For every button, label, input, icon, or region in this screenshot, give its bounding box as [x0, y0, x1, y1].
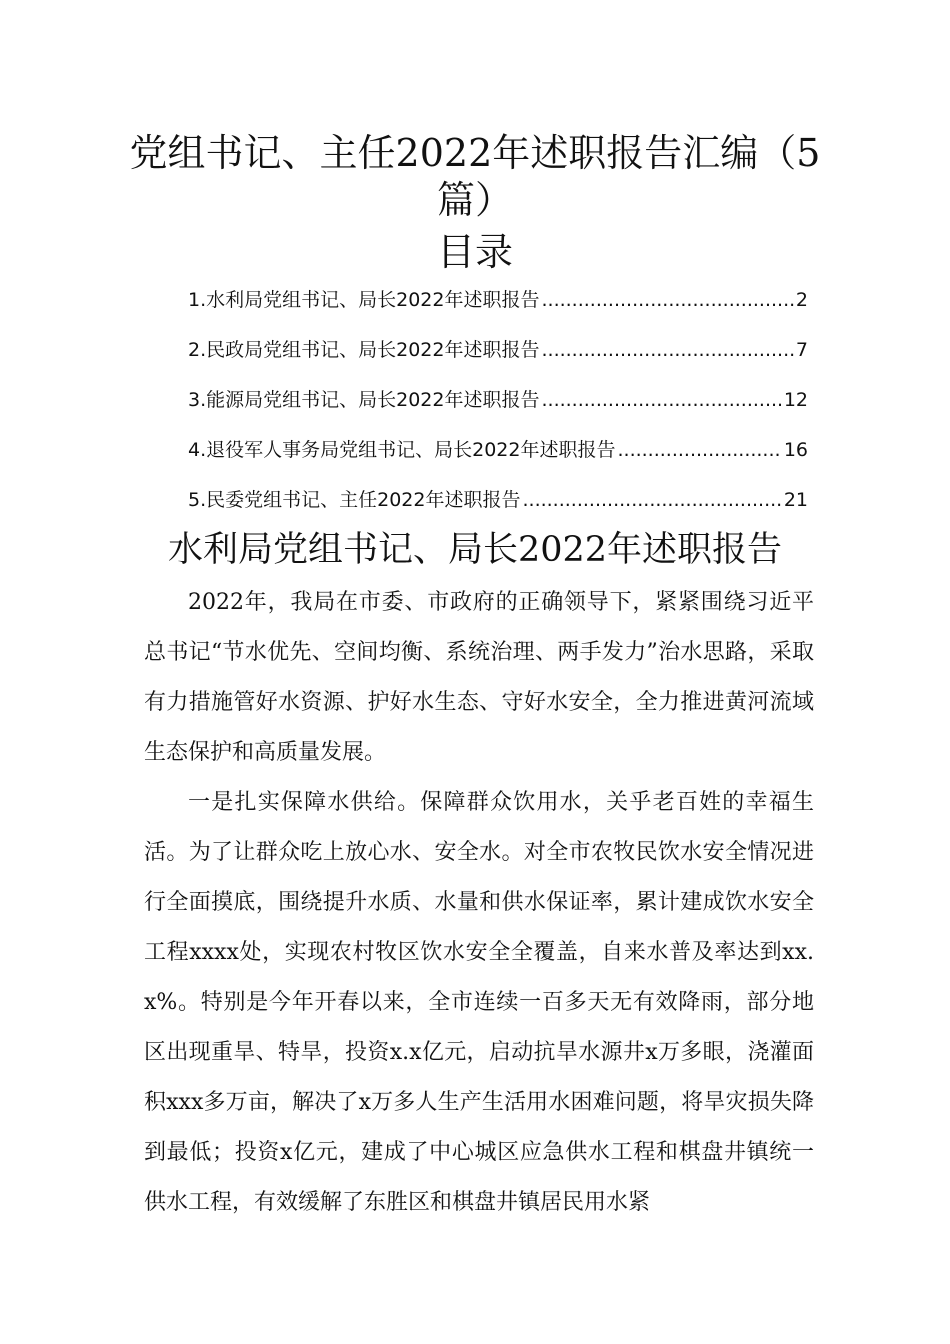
document-title-line-2: 篇） — [436, 178, 513, 222]
section-title: 水利局党组书记、局长2022年述职报告 — [167, 530, 783, 570]
toc-dot-leader — [541, 280, 793, 320]
toc-entry-page: 12 — [783, 389, 808, 411]
toc-entry-page: 21 — [783, 489, 808, 511]
toc-dot-leader — [541, 330, 793, 370]
toc-entry-5[interactable] — [188, 480, 808, 530]
toc-entry-label: 4.退役军人事务局党组书记、局长2022年述职报告 — [188, 439, 616, 461]
body-paragraph-2: 一是扎实保障水供给。保障群众饮用水，关乎老百姓的幸福生活。为了让群众吃上放心水、安全水。对全市农牧民饮水安全情况进行全面摸底，围绕提升水质、水量和供水保证率，累计建成饮水安全工程xxxx处，实现农村牧区饮水安全全覆盖，自来水普及率达到xx.x%。特别是今年开春以来，全市连续一百多天无有效降雨，部分地区出现重旱、特旱，投资x.x亿元，启动抗旱水源井x万多眼，浇灌面积xxx多万亩，解决了x万多人生产生活用水困难问题，将旱灾损失降到最低；投资x亿元，建成了中心城区应急供水工程和棋盘井镇统一供水工程，有效缓解了东胜区和棋盘井镇居民用水紧 — [144, 790, 814, 1215]
toc-entry-2[interactable] — [188, 330, 808, 380]
toc-entry-label: 2.民政局党组书记、局长2022年述职报告 — [188, 339, 540, 361]
toc-dot-leader — [617, 430, 781, 470]
toc-entry-label: 5.民委党组书记、主任2022年述职报告 — [188, 489, 521, 511]
body-paragraph-1: 2022年，我局在市委、市政府的正确领导下，紧紧围绕习近平总书记“节水优先、空间均衡、系统治理、两手发力”治水思路，采取有力措施管好水资源、护好水生态、守好水安全，全力推进黄河流域生态保护和高质量发展。 — [144, 590, 814, 765]
toc-entry-page: 2 — [795, 289, 808, 311]
toc-entry-4[interactable] — [188, 430, 808, 480]
document-title-line-1: 党组书记、主任2022年述职报告汇编（5 — [129, 131, 821, 175]
toc-dot-leader — [541, 380, 781, 420]
toc-entry-3[interactable] — [188, 380, 808, 430]
toc-heading: 目录 — [436, 230, 513, 274]
toc-entry-page: 16 — [783, 439, 808, 461]
table-of-contents — [188, 280, 808, 530]
toc-entry-label: 3.能源局党组书记、局长2022年述职报告 — [188, 389, 540, 411]
toc-entry-label: 1.水利局党组书记、局长2022年述职报告 — [188, 289, 540, 311]
toc-entry-1[interactable] — [188, 280, 808, 330]
toc-entry-page: 7 — [795, 339, 808, 361]
toc-dot-leader — [522, 480, 781, 520]
section-body — [144, 578, 814, 1228]
